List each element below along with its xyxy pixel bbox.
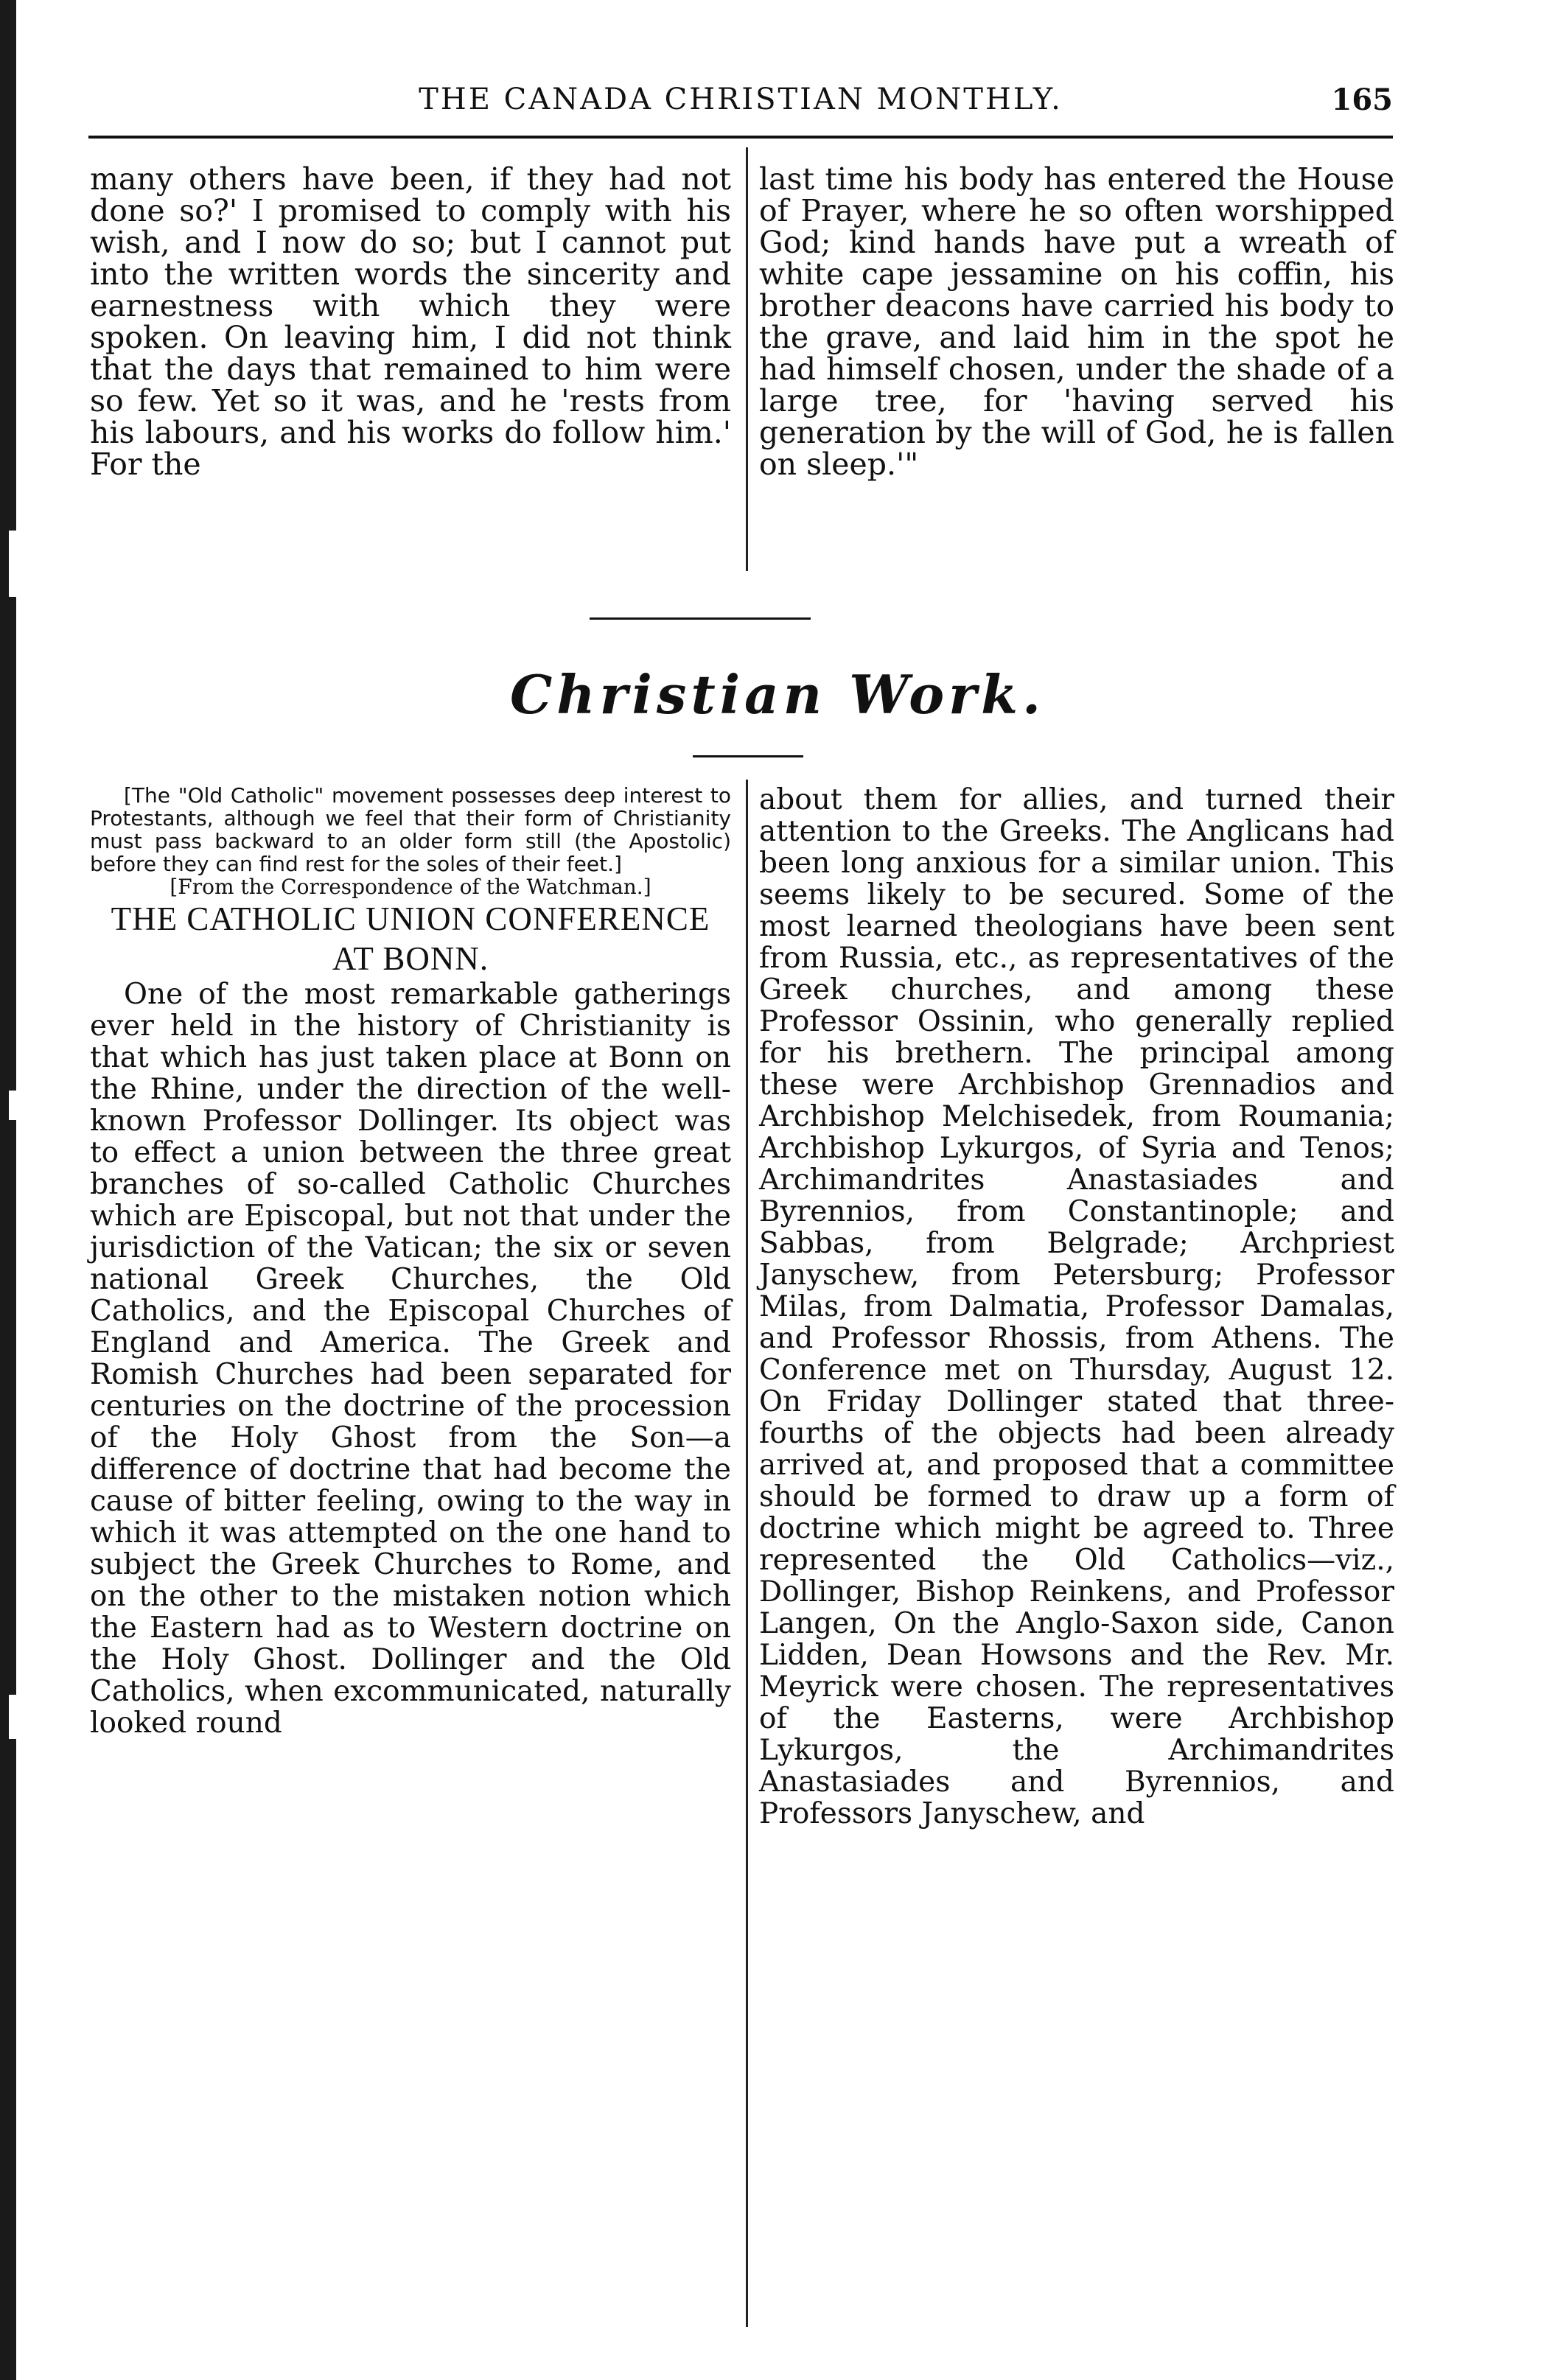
continued-paragraph-right: last time his body has entered the House of Prayer, where he so often worshipped God; kind hands have put a wreath of white cape jessamine on his coffin, his brother deacons have carried his body to the grave, and laid him in the spot he had himself chosen, under the shade of a large tree, for 'having served his generation by the will of God, he is fallen on sleep.'" bbox=[759, 161, 1394, 482]
section-heading: Christian Work. bbox=[509, 663, 1046, 726]
article-title: THE CATHOLIC UNION CONFERENCE AT BONN. bbox=[111, 900, 710, 977]
top-right-column bbox=[759, 161, 1394, 482]
section-rule-lower bbox=[693, 755, 803, 757]
article-left-column bbox=[90, 784, 731, 1739]
continued-paragraph-left: many others have been, if they had not done so?' I promised to comply with his wish, and I now do so; but I cannot put into the written words the sincerity and earnestness with which they were spoken. On leaving him, I did not think that the days that remained to him were so few. Yet so it was, and he 'rests from his labours, and his works do follow him.' For the bbox=[90, 161, 731, 482]
source-credit: [From the Correspondence of the Watchman.] bbox=[170, 875, 651, 899]
column-rule-top bbox=[746, 147, 748, 571]
section-rule-upper bbox=[590, 617, 811, 620]
running-head bbox=[88, 83, 1393, 134]
article-body-left: One of the most remarkable gatherings ever held in the history of Christianity is that which has just taken place at Bonn on the Rhine, under the direction of the well-known Professor Dollinger. Its object was to effect a union between the three great branches of so-called Catholic Churches which are Episcopal, but not that under the jurisdiction of the Vatican; the six or seven national Greek Churches, the Old Catholics, and the Episcopal Churches of England and America. The Greek and Romish Churches had been separated for centuries on the doctrine of the procession of the Holy Ghost from the Son—a difference of doctrine that had become the cause of bitter feeling, owing to the way in which it was attempted on the one hand to subject the Greek Churches to Rome, and on the other to the mistaken notion which the Eastern had as to Western doctrine on the Holy Ghost. Dollinger and the Old Catholics, when excommunicated, naturally looked round bbox=[90, 978, 731, 1740]
article-right-column bbox=[759, 784, 1394, 1830]
top-left-column bbox=[90, 161, 731, 482]
running-title: THE CANADA CHRISTIAN MONTHLY. bbox=[419, 83, 1063, 116]
article-body-right: about them for allies, and turned their attention to the Greeks. The Anglicans had been long anxious for a similar union. This seems likely to be secured. Some of the most learned theologians have been sent from Russia, etc., as representatives of the Greek churches, and among these Professor Ossinin, who generally replied for his brethern. The principal among these were Archbishop Grennadios and Archbishop Melchisedek, from Roumania; Archbishop Lykurgos, of Syria and Tenos; Archimandrites Anastasiades and Byrennios, from Constantinople; and Sabbas, from Belgrade; Archpriest Janyschew, from Petersburg; Professor Milas, from Dalmatia, Professor Damalas, and Professor Rhossis, from Athens. The Conference met on Thursday, August 12. On Friday Dollinger stated that three-fourths of the objects had been already arrived at, and proposed that a committee should be formed to draw up a form of doctrine which might be agreed to. Three represented the Old Catholics—viz., Dollinger, Bishop Reinkens, and Professor Langen, On the Anglo-Saxon side, Canon Lidden, Dean Howsons and the Rev. Mr. Meyrick were chosen. The representatives of the Easterns, were Archbishop Lykurgos, the Archimandrites Anastasiades and Byrennios, and Professors Janyschew, and bbox=[759, 783, 1394, 1830]
header-rule bbox=[88, 136, 1393, 139]
page-number: 165 bbox=[1331, 83, 1393, 117]
binding-spine bbox=[0, 0, 16, 2380]
column-rule-article bbox=[746, 780, 748, 2327]
editor-note: [The "Old Catholic" movement possesses deep interest to Protestants, although we feel that their form of Christianity must pass backward to an older form still (the Apostolic) before they can find rest for the soles of their feet.] bbox=[90, 783, 731, 876]
